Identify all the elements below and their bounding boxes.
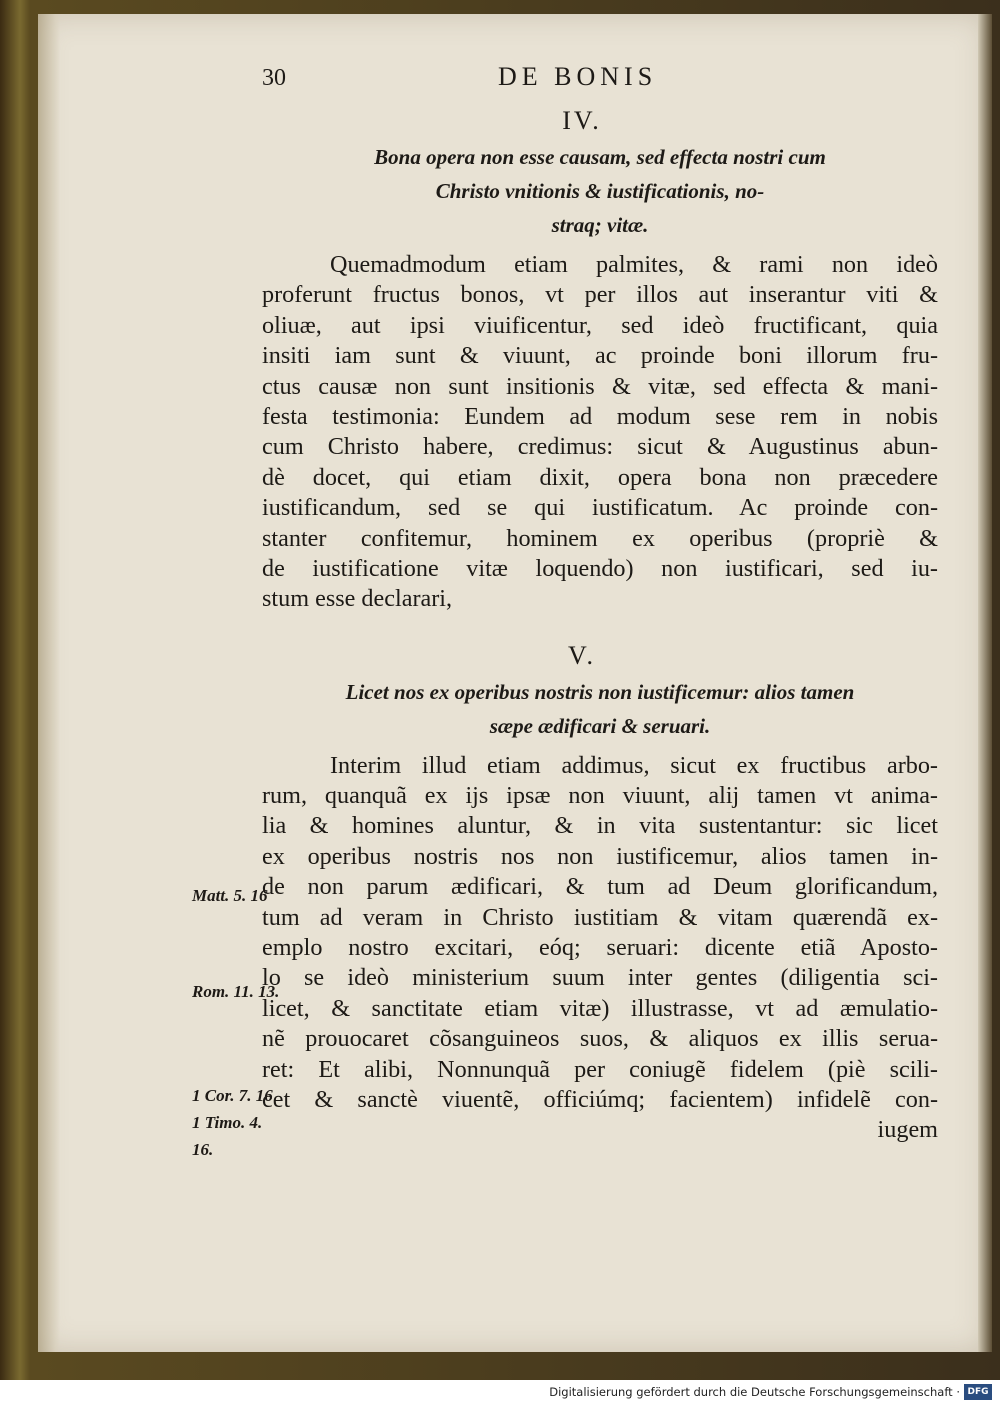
text-line: de non parum ædificari, & tum ad Deum glorificandum, bbox=[262, 873, 938, 901]
text-line: ex operibus nostris nos non iustificemur, alios tamen in- bbox=[262, 842, 938, 870]
running-head: DE BONIS bbox=[498, 62, 658, 91]
text-line: ret: Et alibi, Nonnunquã per coniugẽ fidelem (piè scili- bbox=[262, 1055, 938, 1083]
title-line: straq; vitæ. bbox=[551, 213, 649, 237]
text-line: cum Christo habere, credimus: sicut & Augustinus abun- bbox=[262, 433, 938, 461]
marginal-note: 16. bbox=[192, 1140, 214, 1159]
text-line: nẽ prouocaret cõsanguineos suos, & aliquos ex illis serua- bbox=[262, 1025, 938, 1053]
text-line: stanter confitemur, hominem ex operibus (propriè & bbox=[262, 524, 938, 552]
text-line: emplo nostro excitari, eóq; seruari: dicente etiã Aposto- bbox=[262, 934, 938, 962]
text-line: tum ad veram in Christo iustitiam & vitam quærendã ex- bbox=[262, 903, 938, 931]
catchword: iugem bbox=[877, 1116, 938, 1144]
section-title bbox=[262, 140, 938, 242]
section-title bbox=[262, 675, 938, 743]
text-line: stum esse declarari, bbox=[262, 585, 453, 613]
text-line: iustificandum, sed se qui iustificatum. Ac proinde con- bbox=[262, 494, 938, 522]
section-number: V. bbox=[568, 640, 596, 670]
text-line: insiti iam sunt & viuunt, ac proinde boni illorum fru- bbox=[262, 342, 938, 370]
text-line: ctus causæ non sunt insitionis & vitæ, sed effecta & mani- bbox=[262, 372, 938, 400]
page-header bbox=[262, 62, 938, 102]
page-edge bbox=[978, 14, 992, 1352]
title-line: Christo vnitionis & iustificationis, no- bbox=[435, 179, 765, 203]
section-number: IV. bbox=[562, 106, 602, 135]
marginal-note: Matt. 5. 16 bbox=[192, 886, 268, 905]
section-iv bbox=[262, 106, 938, 615]
section-body bbox=[262, 751, 938, 1146]
text-line: oliuæ, aut ipsi viuificentur, sed ideò fructificant, quia bbox=[262, 311, 938, 339]
text-line: lo se ideò ministerium suum inter gentes (diligentia sci- bbox=[262, 964, 938, 992]
marginal-note: 1 Cor. 7. 16 bbox=[192, 1086, 273, 1105]
text-line: cet & sanctè viuentẽ, officiúmq; facientem) infidelẽ con- bbox=[262, 1085, 938, 1113]
text-line: lia & homines aluntur, & in vita sustentantur: sic licet bbox=[262, 812, 938, 840]
text-line: festa testimonia: Eundem ad modum sese rem in nobis bbox=[262, 402, 938, 430]
title-line: Bona opera non esse causam, sed effecta nostri cum bbox=[374, 145, 826, 169]
footer-credit: Digitalisierung gefördert durch die Deutsche Forschungsgemeinschaft · bbox=[549, 1385, 960, 1399]
text-line: dè docet, qui etiam dixit, opera bona non præcedere bbox=[262, 463, 938, 491]
section-body bbox=[262, 250, 938, 615]
text-line: rum, quanquã ex ijs ipsæ non viuunt, alij tamen vt anima- bbox=[262, 782, 938, 810]
text-line: Quemadmodum etiam palmites, & rami non ideò bbox=[330, 251, 938, 278]
title-line: sæpe ædificari & seruari. bbox=[489, 713, 711, 738]
text-line: proferunt fructus bonos, vt per illos aut inserantur viti & bbox=[262, 281, 938, 309]
section-v bbox=[262, 641, 938, 1146]
text-line: de iustificatione vitæ loquendo) non iustificari, sed iu- bbox=[262, 554, 938, 582]
page-number: 30 bbox=[262, 65, 286, 91]
footer-bar bbox=[0, 1380, 1000, 1405]
page-gutter bbox=[38, 14, 60, 1352]
marginal-note: 1 Timo. 4. bbox=[192, 1113, 263, 1132]
text-line: Interim illud etiam addimus, sicut ex fructibus arbo- bbox=[330, 751, 938, 779]
text-line: licet, & sanctitate etiam vitæ) illustrasse, vt ad æmulatio- bbox=[262, 994, 938, 1022]
dfg-logo-icon: DFG bbox=[964, 1384, 992, 1400]
marginal-note: Rom. 11. 13. bbox=[192, 982, 280, 1001]
title-line: Licet nos ex operibus nostris non iustificemur: alios tamen bbox=[345, 679, 855, 704]
page-text-block bbox=[262, 62, 938, 1146]
